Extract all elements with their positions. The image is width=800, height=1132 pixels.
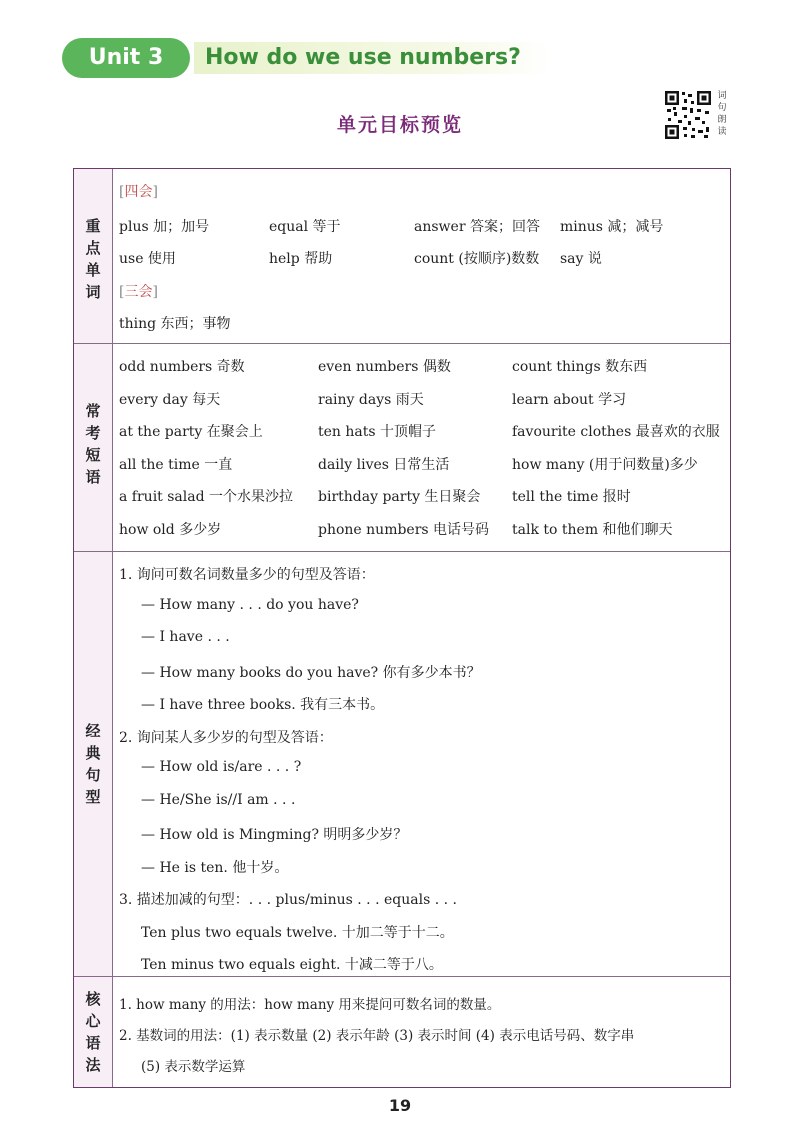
sentence-line: 1. 询问可数名词数量多少的句型及答语： [119,567,375,583]
section-label-key-words [74,217,112,305]
word-cell: thing 东西；事物 [119,316,231,332]
grammar-line: 1. how many 的用法：how many 用来提问可数名词的数量。 [119,997,501,1013]
phrase-cell: every day 每天 [119,391,221,408]
phrase-cell: ten hats 十顶帽子 [318,424,437,440]
tag-three: [三会] [119,284,158,300]
word-cell: help 帮助 [269,251,333,267]
unit-header [62,38,552,78]
phrase-cell: favourite clothes 最喜欢的衣服 [512,424,720,440]
unit-label: Unit 3 [62,38,190,78]
grammar-line: (5) 表示数学运算 [141,1059,246,1075]
phrase-cell: a fruit salad 一个水果沙拉 [119,489,294,505]
section-label-sentences [74,722,112,810]
grammar-line: 2. 基数词的用法：(1) 表示数量 (2) 表示年龄 (3) 表示时间 (4) 表示电话号码、数字串 [119,1028,635,1044]
sentence-line: — I have . . . [141,629,230,645]
sentence-line: — How many . . . do you have? [141,596,359,613]
word-cell: count (按顺序)数数 [414,251,540,267]
phrase-cell: odd numbers 奇数 [119,359,245,375]
tag-four: [四会] [119,184,158,200]
label-text: 重 点 单 词 [85,217,101,301]
sentence-line: Ten minus two equals eight. 十减二等于八。 [141,957,443,973]
phrase-cell: daily lives 日常生活 [318,456,450,473]
phrase-cell: count things 数东西 [512,359,648,375]
sentence-line: — He is ten. 他十岁。 [141,859,289,876]
page-title: 单元目标预览 [336,114,463,136]
label-text: 常 考 短 语 [85,402,101,486]
section-label-phrases [74,402,112,490]
sentence-line: — I have three books. 我有三本书。 [141,697,385,713]
phrase-cell: talk to them 和他们聊天 [512,521,673,538]
sentence-line: Ten plus two equals twelve. 十加二等于十二。 [141,924,454,941]
phrase-cell: even numbers 偶数 [318,359,451,375]
section-phrases [74,343,730,551]
unit-overview-table [73,168,731,1088]
phrase-cell: how old 多少岁 [119,521,222,538]
section-grammar [74,976,730,1086]
sentence-line: — He/She is//I am . . . [141,791,296,808]
sentence-line: — How old is Mingming? 明明多少岁？ [141,827,408,843]
word-cell: plus 加；加号 [119,219,210,235]
word-cell: say 说 [560,251,602,267]
phrase-cell: how many (用于问数量)多少 [512,456,698,473]
phrase-cell: learn about 学习 [512,391,627,408]
phrase-cell: birthday party 生日聚会 [318,489,481,505]
phrase-cell: rainy days 雨天 [318,391,424,408]
label-text: 核 心 语 法 [85,990,101,1074]
qr-label: 词句朗读 [717,91,727,137]
phrase-cell: at the party 在聚会上 [119,424,263,440]
label-text: 经 典 句 型 [85,722,101,806]
sentence-line: — How many books do you have? 你有多少本书？ [141,664,481,681]
word-cell: answer 答案；回答 [414,219,540,235]
section-sentences [74,551,730,976]
unit-title: How do we use numbers? [205,45,521,70]
section-key-words [74,169,730,343]
section-label-grammar [74,990,112,1078]
phrase-cell: phone numbers 电话号码 [318,521,490,538]
page-number: 19 [388,1096,412,1115]
word-cell: minus 减；减号 [560,219,664,235]
word-cell: use 使用 [119,251,176,267]
sentence-line: 2. 询问某人多少岁的句型及答语： [119,729,333,746]
sentence-line: — How old is/are . . . ? [141,759,302,775]
word-cell: equal 等于 [269,219,341,235]
sentence-line: 3. 描述加减的句型：. . . plus/minus . . . equals . . . [119,892,457,908]
phrase-cell: all the time 一直 [119,456,233,473]
phrase-cell: tell the time 报时 [512,489,631,505]
